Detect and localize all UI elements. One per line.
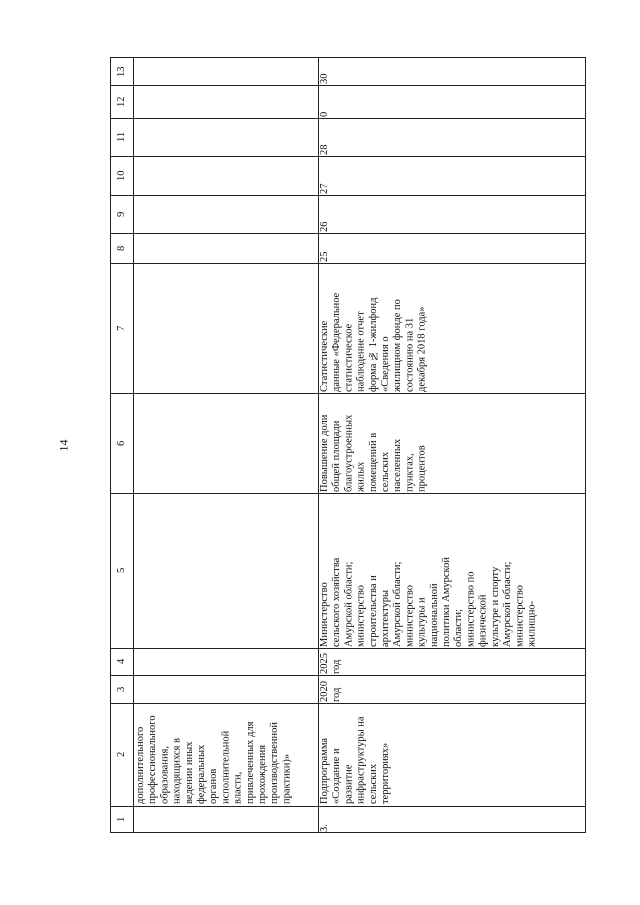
table [110,57,586,833]
col-divider-9-8 [111,233,585,234]
continued-row-col2: дополнительного профессионального образования, находящихся в ведении иных федеральных органов исполнительной власти, привлеченных для прохождения производственной практики)» [135,715,293,804]
header-8: 8 [116,245,127,251]
header-5: 5 [116,567,127,574]
header-9: 9 [116,211,127,217]
col-divider-13-12 [111,85,585,86]
row3-col6-indicator: Повышение доли общей площади благоустроенных жилых помещений в сельских населенных пунктах, процентов [319,414,428,492]
col-divider-2-1 [111,806,585,807]
row3-col8-value: 25 [319,251,330,262]
header-1: 1 [116,816,127,822]
header-7: 7 [116,325,127,331]
page-number: 14 [56,439,71,452]
row3-col1-number: 3. [319,824,330,832]
col-divider-4-3 [111,675,585,676]
col-divider-10-9 [111,195,585,196]
col-divider-7-6 [111,393,585,394]
row3-col12-value: 0 [319,111,330,117]
row3-col9-value: 26 [319,221,330,232]
col-divider-6-5 [111,493,585,494]
header-3: 3 [116,686,127,692]
header-6: 6 [116,440,127,446]
row3-col13-value: 30 [319,73,330,84]
row3-col7-source: Статистические данные «Федеральное статистическое наблюдение отчет форма № 1-жилфонд «Сведения о жилищном фонде по состоянию на 31 декабря 2018 года» [319,292,428,392]
row3-col11-value: 28 [319,144,330,155]
col-divider-3-2 [111,703,585,704]
row3-col5-executors: Министерство сельского хозяйства Амурской области; министерство строительства и архитектуры Амурской области; министерство культуры и национальной политики Амурской области; министерство по физической культуре и спорту Амурской области; министерство жилищно- [319,557,538,647]
row3-col4-end: 2025 год [319,653,343,674]
col-divider-11-10 [111,156,585,157]
header-row-divider [133,58,134,832]
header-10: 10 [116,170,127,181]
header-13: 13 [116,66,127,77]
header-4: 4 [116,658,127,665]
header-11: 11 [116,131,127,143]
header-2: 2 [116,751,127,758]
header-12: 12 [116,96,127,107]
row3-col10-value: 27 [319,183,330,194]
col-divider-12-11 [111,118,585,119]
col-divider-8-7 [111,263,585,264]
row3-col3-start: 2020 год [319,681,343,702]
row3-col2-name: Подпрограмма «Создание и развитие инфраструктуры на сельских территориях» [319,716,392,804]
